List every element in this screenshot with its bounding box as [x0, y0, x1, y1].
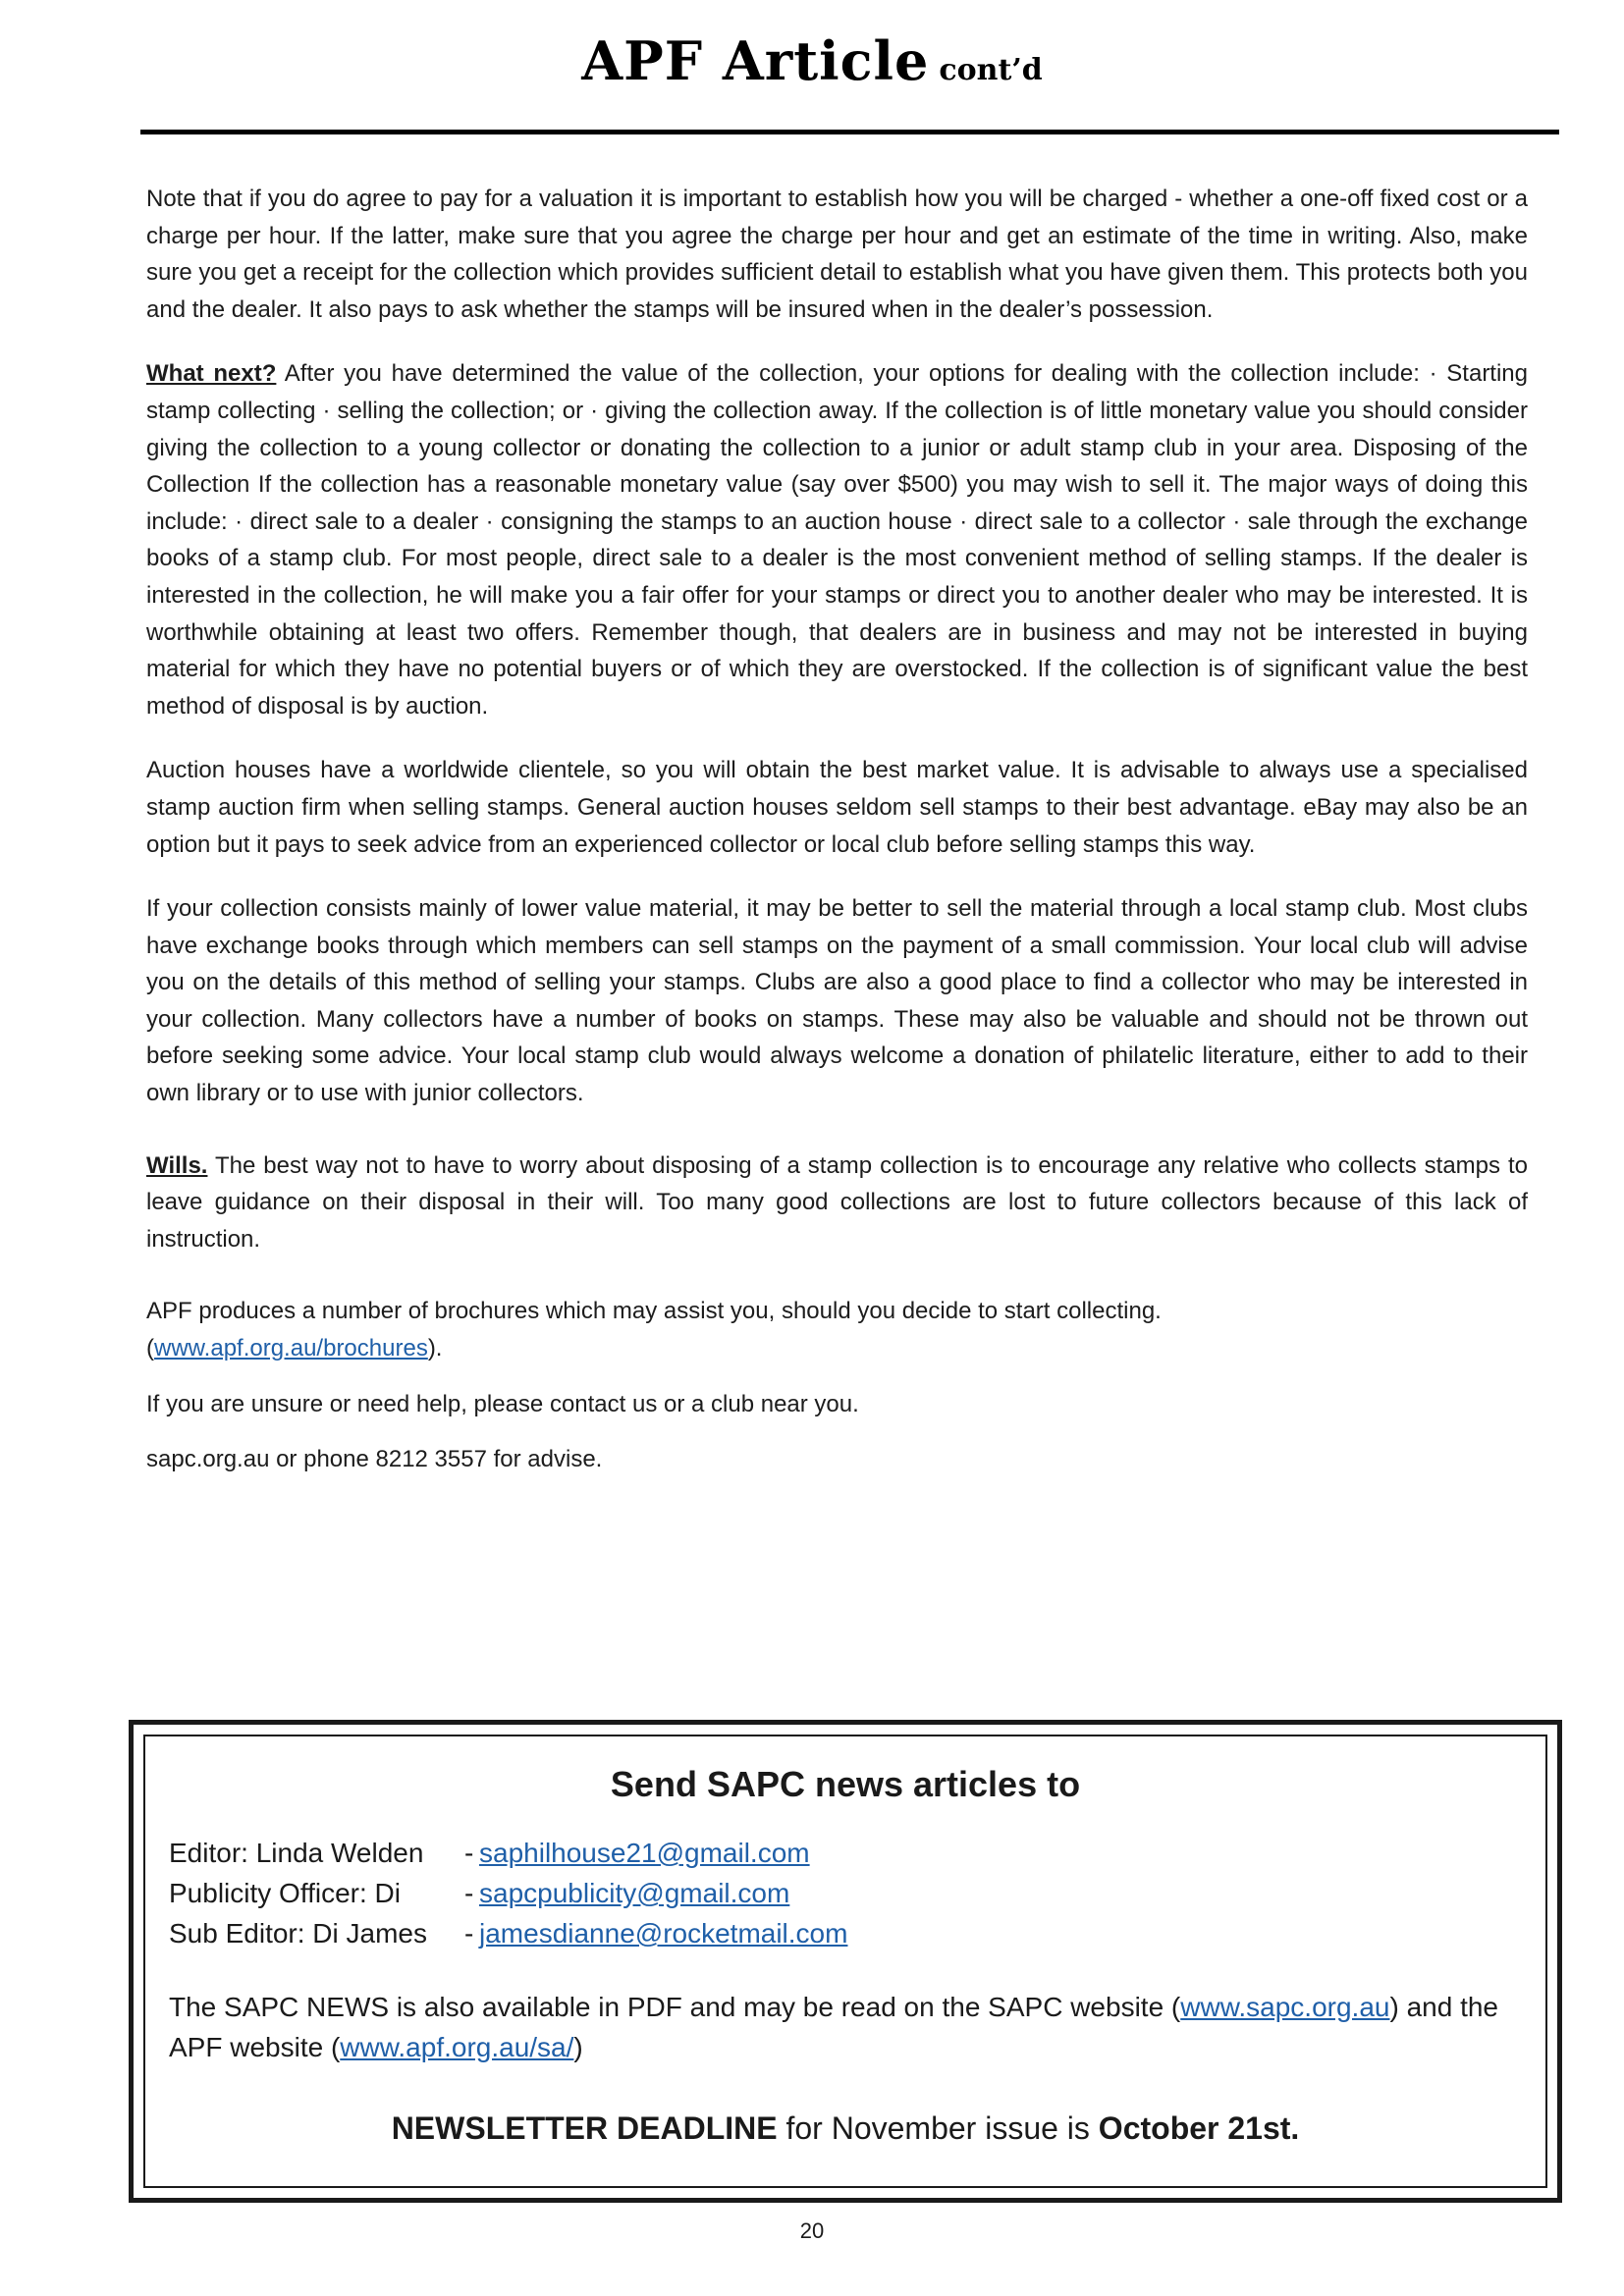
paragraph-contact-phone: sapc.org.au or phone 8212 3557 for advise.	[146, 1446, 603, 1473]
availability-text: The SAPC NEWS is also available in PDF and may be read on the SAPC website (	[169, 1992, 1181, 2022]
deadline-text: for November issue is	[777, 2110, 1099, 2146]
contact-email-link[interactable]: saphilhouse21@gmail.com	[479, 1838, 810, 1868]
availability-text: ) and the APF website (	[169, 1992, 1498, 2062]
brochures-open-paren: (	[146, 1335, 154, 1362]
contact-dash: -	[464, 1838, 474, 1868]
paragraph-what-next	[146, 355, 1528, 724]
sapc-website-link[interactable]: www.sapc.org.au	[1180, 1992, 1390, 2022]
contact-label: Editor: Linda Welden	[169, 1838, 424, 1868]
what-next-heading: What next?	[146, 360, 277, 388]
wills-heading: Wills.	[146, 1151, 208, 1179]
deadline-label: NEWSLETTER DEADLINE	[391, 2110, 778, 2146]
paragraph-help: If you are unsure or need help, please contact us or a club near you.	[146, 1390, 859, 1417]
header-rule	[140, 130, 1559, 134]
paragraph-auction-houses: Auction houses have a worldwide clientele, so you will obtain the best market value. It is advisable to always use a specialised stamp auction firm when selling stamps. General auction houses seldom sell stamps to their best advantage. eBay may also be an option but it pays to seek advice from an experienced collector or local club before selling stamps this way.	[146, 757, 1528, 858]
newsletter-deadline	[169, 2110, 1522, 2147]
article-body	[146, 181, 1528, 1497]
submission-box-inner	[143, 1735, 1547, 2188]
contact-label: Sub Editor: Di James	[169, 1918, 427, 1949]
brochures-link[interactable]: www.apf.org.au/brochures	[154, 1335, 428, 1362]
wills-text: The best way not to have to worry about disposing of a stamp collection is to encourage any relative who collects stamps to leave guidance on their disposal in their will. Too many good collections are lost to future collectors because of this lack of instruction.	[146, 1151, 1528, 1253]
apf-website-link[interactable]: www.apf.org.au/sa/	[340, 2032, 574, 2062]
contact-row	[169, 1873, 1522, 1913]
paragraph-wills	[146, 1148, 1528, 1258]
article-title: APF Article	[581, 29, 930, 92]
contact-dash: -	[464, 1918, 474, 1949]
contact-email-link[interactable]: sapcpublicity@gmail.com	[479, 1878, 790, 1908]
brochures-close-paren: ).	[427, 1335, 443, 1362]
paragraph-local-club: If your collection consists mainly of lower value material, it may be better to sell the material through a local stamp club. Most clubs have exchange books through which members can sell stamps on the payment of a small commission. Your local club will advise you on the details of this method of selling your stamps. Clubs are also a good place to find a collector who may be interested in your collection. Many collectors have a number of books on stamps. These may also be valuable and should not be thrown out before seeking some advice. Your local stamp club would always welcome a donation of philatelic literature, either to add to their own library or to use with junior collectors.	[146, 895, 1528, 1107]
contact-email-link[interactable]: jamesdianne@rocketmail.com	[479, 1918, 848, 1949]
submission-box-title: Send SAPC news articles to	[610, 1764, 1081, 1804]
contact-label: Publicity Officer: Di	[169, 1878, 401, 1908]
brochures-text: APF produces a number of brochures which may assist you, should you decide to start collecting.	[146, 1298, 1162, 1325]
paragraph-valuation: Note that if you do agree to pay for a valuation it is important to establish how you will be charged - whether a one-off fixed cost or a charge per hour. If the latter, make sure that you agree the charge per hour and get an estimate of the time in writing. Also, make sure you get a receipt for the collection which provides sufficient detail to establish what you have given them. This protects both you and the dealer. It also pays to ask whether the stamps will be insured when in the dealer’s possession.	[146, 186, 1528, 323]
availability-text: )	[573, 2032, 583, 2062]
what-next-text: After you have determined the value of the collection, your options for dealing with the collection include: · Starting stamp collecting · selling the collection; or · giving the collection away. If the collection is of little monetary value you should consider giving the collection to a young collector or donating the collection to a junior or adult stamp club in your area. Disposing of the Collection If the collection has a reasonable monetary value (say over $500) you may wish to sell it. The major ways of doing this include: · direct sale to a dealer · consigning the stamps to an auction house · direct sale to a collector · sale through the exchange books of a stamp club. For most people, direct sale to a dealer is the most convenient method of selling stamps. If the dealer is interested in the collection, he will make you a fair offer for your stamps or direct you to another dealer who may be interested. It is worthwhile obtaining at least two offers. Remember though, that dealers are in business and may not be interested in buying material for which they have no potential buyers or of which they are overstocked. If the collection is of significant value the best method of disposal is by auction.	[146, 360, 1529, 720]
submission-box	[129, 1720, 1562, 2203]
contact-dash: -	[464, 1878, 474, 1908]
deadline-date: October 21st.	[1098, 2110, 1300, 2146]
page-number: 20	[799, 2218, 825, 2243]
contact-row	[169, 1913, 1522, 1953]
paragraph-brochures	[146, 1293, 1528, 1366]
contact-row	[169, 1833, 1522, 1873]
pdf-availability-note	[169, 1987, 1522, 2067]
article-subtitle: cont’d	[939, 53, 1043, 87]
page-header	[0, 29, 1624, 92]
contact-list	[169, 1833, 1522, 1953]
